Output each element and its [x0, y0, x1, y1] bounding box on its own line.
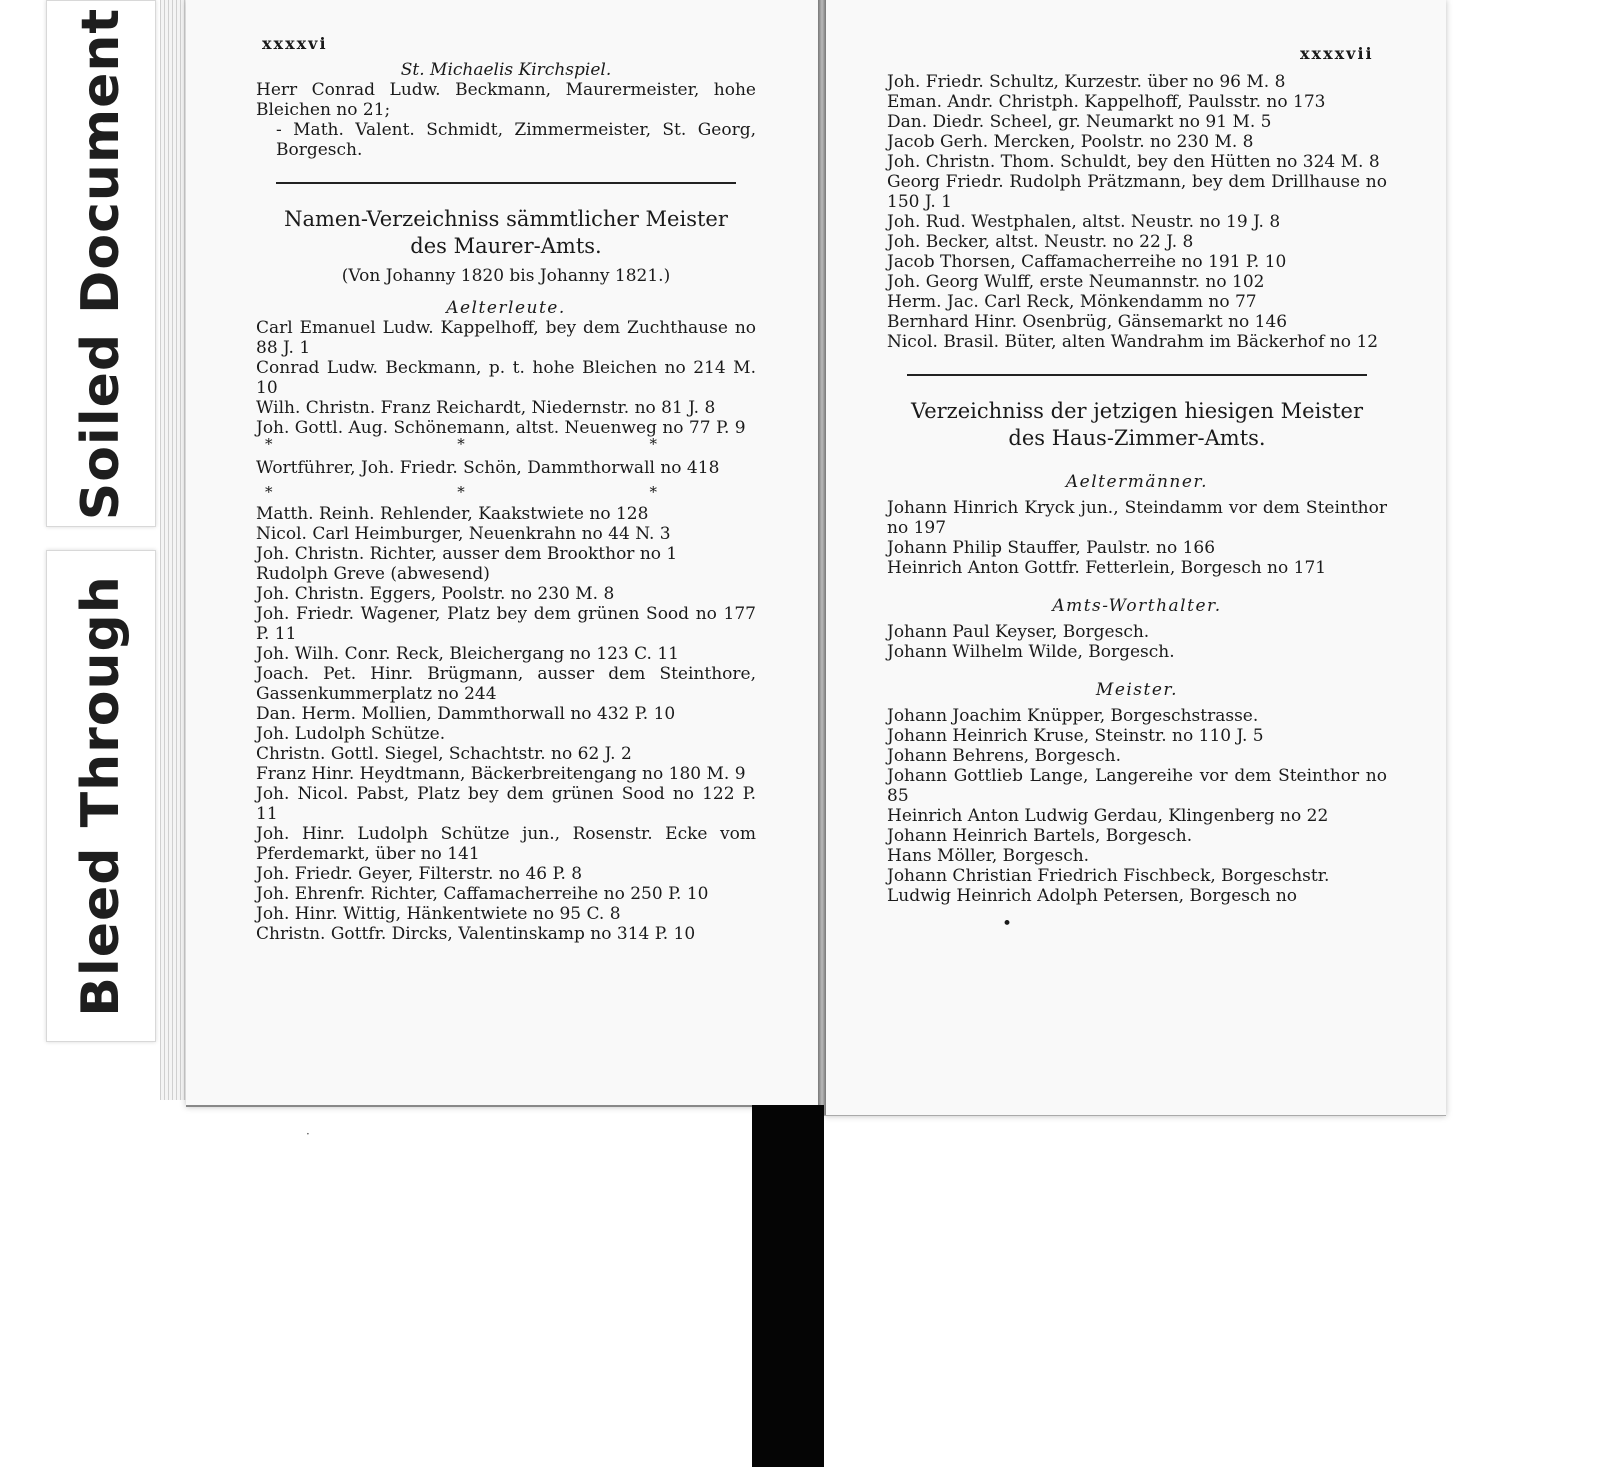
- maurer-section-title-line2: des Maurer-Amts.: [410, 234, 602, 258]
- zimmer-meister-entry: Johann Gottlieb Lange, Langereihe vor dem Steinthor no 85: [887, 766, 1387, 806]
- zimmer-meister-entry: Johann Heinrich Bartels, Borgesch.: [887, 826, 1193, 846]
- maurer-meister-entry: Joh. Ehrenfr. Richter, Caffamacherreihe no 250 P. 10: [256, 884, 709, 904]
- maurer-meister-entry: Rudolph Greve (abwesend): [256, 564, 490, 584]
- maurer-meister-entry: Joh. Nicol. Pabst, Platz bey dem grünen Sood no 122 P. 11: [256, 784, 756, 824]
- zimmer-meister-entry: Johann Behrens, Borgesch.: [887, 746, 1121, 766]
- maurer-meister-entry: Christn. Gottfr. Dircks, Valentinskamp no 314 P. 10: [256, 924, 696, 944]
- aelterleute-entry: Conrad Ludw. Beckmann, p. t. hohe Bleichen no 214 M. 10: [256, 358, 756, 398]
- maurer-meister-entry: Christn. Gottl. Siegel, Schachtstr. no 62 J. 2: [256, 744, 632, 764]
- book-page-edges: [160, 0, 189, 1100]
- zimmer-meister-entry: Heinrich Anton Ludwig Gerdau, Klingenberg no 22: [887, 806, 1329, 826]
- maurer-meister-entry-cont: Joh. Georg Wulff, erste Neumannstr. no 102: [887, 272, 1265, 292]
- zimmer-meister-entry: Johann Heinrich Kruse, Steinstr. no 110 J. 5: [887, 726, 1264, 746]
- left-page-text: [256, 30, 756, 944]
- aelterleute-entry: Wilh. Christn. Franz Reichardt, Niedernstr. no 81 J. 8: [256, 398, 716, 418]
- zimmer-meister-heading: Meister.: [1095, 680, 1179, 700]
- zimmer-meister-entry: Ludwig Heinrich Adolph Petersen, Borgesch no: [887, 886, 1298, 906]
- stars-separator: * * *: [264, 435, 748, 453]
- worthalter-heading: Amts-Worthalter.: [1052, 596, 1222, 616]
- soiled-document-text: Soiled Document: [71, 7, 131, 520]
- maurer-meister-entry: Joh. Christn. Eggers, Poolstr. no 230 M. 8: [256, 584, 615, 604]
- zimmer-meister-entry: Johann Joachim Knüpper, Borgeschstrasse.: [887, 706, 1259, 726]
- maurer-meister-entry: Joach. Pet. Hinr. Brügmann, ausser dem Steinthore, Gassenkummerplatz no 244: [256, 664, 756, 704]
- maurer-meister-entry-cont: Eman. Andr. Christph. Kappelhoff, Paulsstr. no 173: [887, 92, 1326, 112]
- maurer-meister-entry-cont: Herm. Jac. Carl Reck, Mönkendamm no 77: [887, 292, 1257, 312]
- section-divider: [276, 182, 736, 184]
- zimmer-meister-entry: Johann Christian Friedrich Fischbeck, Borgeschstr.: [887, 866, 1330, 886]
- stars-separator-2: * * *: [264, 483, 748, 501]
- maurer-meister-entry: Dan. Herm. Mollien, Dammthorwall no 432 P. 10: [256, 704, 676, 724]
- soiled-document-label: [46, 0, 156, 527]
- maurer-meister-entry: Joh. Hinr. Ludolph Schütze jun., Rosenstr. Ecke vom Pferdemarkt, über no 141: [256, 824, 756, 864]
- bleed-through-text: Bleed Through: [71, 575, 131, 1017]
- zimmer-section-title-line1: Verzeichniss der jetzigen hiesigen Meister: [910, 399, 1364, 423]
- left-page-number: xxxxvi: [262, 34, 328, 53]
- zimmer-section-title-line2: des Haus-Zimmer-Amts.: [1008, 426, 1266, 450]
- maurer-meister-entry: Joh. Friedr. Wagener, Platz bey dem grünen Sood no 177 P. 11: [256, 604, 756, 644]
- maurer-meister-entry-cont: Bernhard Hinr. Osenbrüg, Gänsemarkt no 146: [887, 312, 1288, 332]
- footer-mark: •: [1001, 914, 1013, 934]
- maurer-section-title-line1: Namen-Verzeichniss sämmtlicher Meister: [284, 207, 728, 231]
- maurer-meister-entry-cont: Joh. Christn. Thom. Schuldt, bey den Hütten no 324 M. 8: [887, 152, 1380, 172]
- aeltermaenner-entry: Johann Philip Stauffer, Paulstr. no 166: [887, 538, 1216, 558]
- aeltermaenner-heading: Aeltermänner.: [1065, 472, 1209, 492]
- kirchspiel-entry-1: Herr Conrad Ludw. Beckmann, Maurermeister, hohe Bleichen no 21;: [256, 80, 756, 120]
- kirchspiel-title: St. Michaelis Kirchspiel.: [400, 60, 612, 80]
- maurer-meister-entry-cont: Nicol. Brasil. Büter, alten Wandrahm im Bäckerhof no 12: [887, 332, 1379, 352]
- maurer-meister-entry: Joh. Hinr. Wittig, Hänkentwiete no 95 C. 8: [256, 904, 621, 924]
- maurer-meister-entry-cont: Jacob Thorsen, Caffamacherreihe no 191 P. 10: [887, 252, 1287, 272]
- maurer-meister-entry: Franz Hinr. Heydtmann, Bäckerbreitengang no 180 M. 9: [256, 764, 746, 784]
- worthalter-entry: Johann Paul Keyser, Borgesch.: [887, 622, 1150, 642]
- right-page-number: xxxxvii: [1300, 44, 1374, 63]
- maurer-meister-entry: Nicol. Carl Heimburger, Neuenkrahn no 44 N. 3: [256, 524, 671, 544]
- aelterleute-heading: Aelterleute.: [446, 298, 566, 318]
- aelterleute-entry: Carl Emanuel Ludw. Kappelhoff, bey dem Zuchthause no 88 J. 1: [256, 318, 756, 358]
- maurer-meister-entry: Joh. Christn. Richter, ausser dem Brookthor no 1: [256, 544, 678, 564]
- maurer-meister-entry: Joh. Wilh. Conr. Reck, Bleichergang no 123 C. 11: [256, 644, 679, 664]
- bleed-through-label: [46, 550, 156, 1042]
- book-spine: [818, 0, 826, 1115]
- maurer-meister-entry-cont: Joh. Becker, altst. Neustr. no 22 J. 8: [887, 232, 1194, 252]
- worthalter-entry: Johann Wilhelm Wilde, Borgesch.: [887, 642, 1175, 662]
- dust-speck: ·: [306, 1127, 310, 1141]
- bookmark-ribbon: [752, 1105, 824, 1467]
- zimmer-meister-entry: Hans Möller, Borgesch.: [887, 846, 1090, 866]
- maurer-section-subtitle: (Von Johanny 1820 bis Johanny 1821.): [341, 266, 671, 286]
- maurer-meister-entry-cont: Dan. Diedr. Scheel, gr. Neumarkt no 91 M. 5: [887, 112, 1272, 132]
- maurer-meister-entry-cont: Jacob Gerh. Mercken, Poolstr. no 230 M. 8: [887, 132, 1254, 152]
- aeltermaenner-entry: Johann Hinrich Kryck jun., Steindamm vor dem Steinthor no 197: [887, 498, 1387, 538]
- maurer-meister-entry: Matth. Reinh. Rehlender, Kaakstwiete no 128: [256, 504, 649, 524]
- maurer-meister-entry: Joh. Ludolph Schütze.: [256, 724, 446, 744]
- maurer-meister-entry-cont: Joh. Rud. Westphalen, altst. Neustr. no 19 J. 8: [887, 212, 1281, 232]
- maurer-meister-entry-cont: Georg Friedr. Rudolph Prätzmann, bey dem Drillhause no 150 J. 1: [887, 172, 1387, 212]
- aelterleute-entry: Joh. Gottl. Aug. Schönemann, altst. Neuenweg no 77 P. 9: [256, 418, 746, 438]
- maurer-meister-entry: Joh. Friedr. Geyer, Filterstr. no 46 P. 8: [256, 864, 583, 884]
- right-page-text: [887, 72, 1387, 934]
- wortfuehrer-entry: Wortführer, Joh. Friedr. Schön, Dammthorwall no 418: [256, 458, 720, 478]
- kirchspiel-entry-2: - Math. Valent. Schmidt, Zimmermeister, St. Georg, Borgesch.: [276, 120, 756, 160]
- aeltermaenner-entry: Heinrich Anton Gottfr. Fetterlein, Borgesch no 171: [887, 558, 1327, 578]
- section-divider-right: [907, 374, 1367, 376]
- maurer-meister-entry-cont: Joh. Friedr. Schultz, Kurzestr. über no 96 M. 8: [887, 72, 1286, 92]
